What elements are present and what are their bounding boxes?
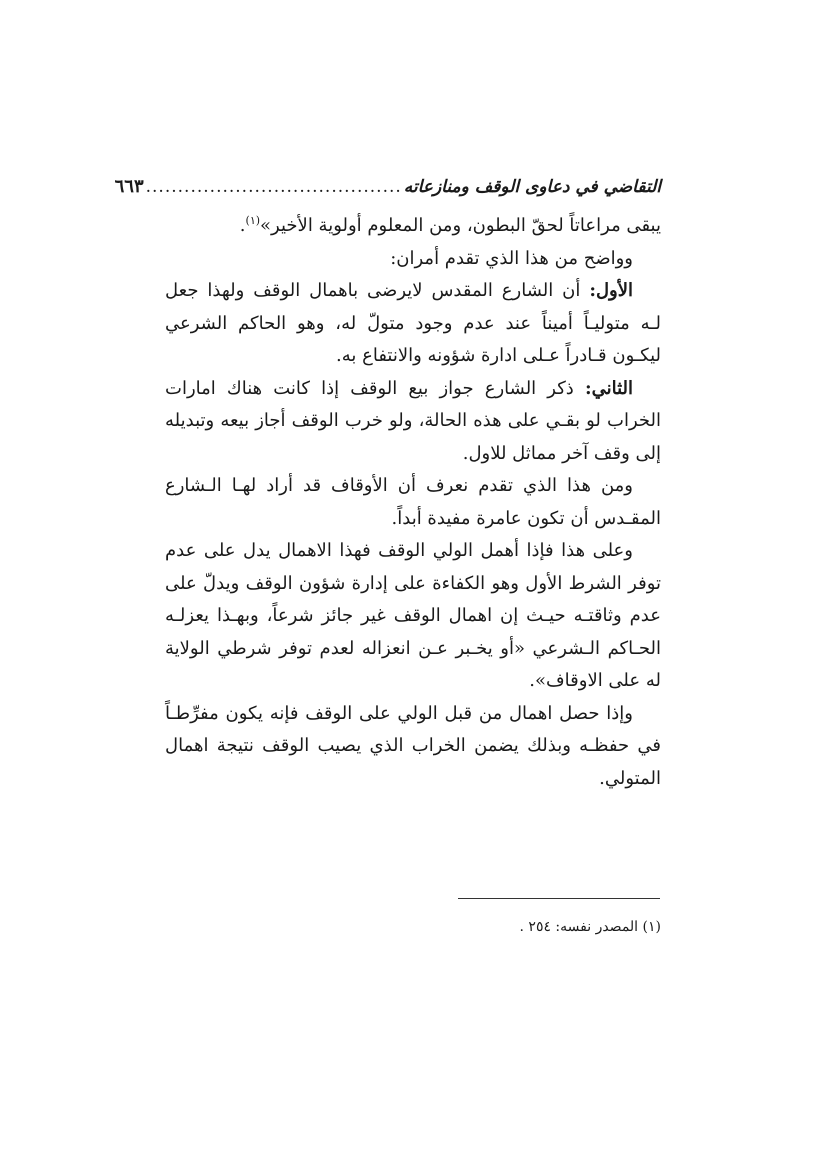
paragraph-4-lead: الثاني: xyxy=(584,377,633,399)
paragraph-6: وعلى هذا فإذا أهمل الولي الوقف فهذا الاهمال يدل على عدم توفر الشرط الأول وهو الكفاءة على إدارة شؤون الوقف ويدلّ على عدم وثاقتـه حيـث إن اهمال الوقف غير جائز شرعاً، وبهـذا يعزلـه الحـاكم الـشرعي «أو يخـبر عـن انعزاله لعدم توفر شرطي الولاية له على الاوقاف». xyxy=(165,540,661,691)
page-header xyxy=(114,176,661,202)
footnote: (١) المصدر نفسه: ٢٥٤ . xyxy=(519,919,661,935)
leader-dots: ........................................ xyxy=(145,177,402,197)
paragraph-1-end: . xyxy=(239,215,246,236)
paragraph-4 xyxy=(165,373,661,471)
running-title: التقاضي في دعاوى الوقف ومنازعاته xyxy=(403,177,661,197)
paragraph-4-text: ذكر الشارع جواز بيع الوقف إذا كانت هناك امارات الخراب لو بقـي على هذه الحالة، ولو خرب الوقف أجاز بيعه وتبديله إلى وقف آخر مماثل للاول. xyxy=(165,377,662,464)
page-number: ٦٦٣ xyxy=(114,176,144,197)
paragraph-1 xyxy=(165,210,661,243)
paragraph-7: وإذا حصل اهمال من قبل الولي على الوقف فإنه يكون مفرِّطـاً في حفظـه وبذلك يضمن الخراب الذي يصيب الوقف نتيجة اهمال المتولي. xyxy=(165,702,661,789)
paragraph-5: ومن هذا الذي تقدم نعرف أن الأوقاف قد أراد لهـا الـشارع المقـدس أن تكون عامرة مفيدة أبداً. xyxy=(165,475,661,529)
footnote-reference: (١) xyxy=(245,214,261,227)
body-text xyxy=(165,210,661,795)
paragraph-3 xyxy=(165,275,661,373)
paragraph-2: وواضح من هذا الذي تقدم أمران: xyxy=(390,247,633,269)
paragraph-3-text: أن الشارع المقدس لايرضى باهمال الوقف ولهذا جعل لـه متوليـاً أميناً عند عدم وجود متولّ له، وهو الحاكم الشرعي ليكـون قـادراً عـلى ادارة شؤونه والانتفاع به. xyxy=(165,280,661,366)
paragraph-3-lead: الأول: xyxy=(589,280,633,301)
paragraph-1-text: يبقى مراعاتاً لحقّ البطون، ومن المعلوم أولوية الأخير» xyxy=(260,215,661,236)
footnote-divider xyxy=(458,898,660,899)
